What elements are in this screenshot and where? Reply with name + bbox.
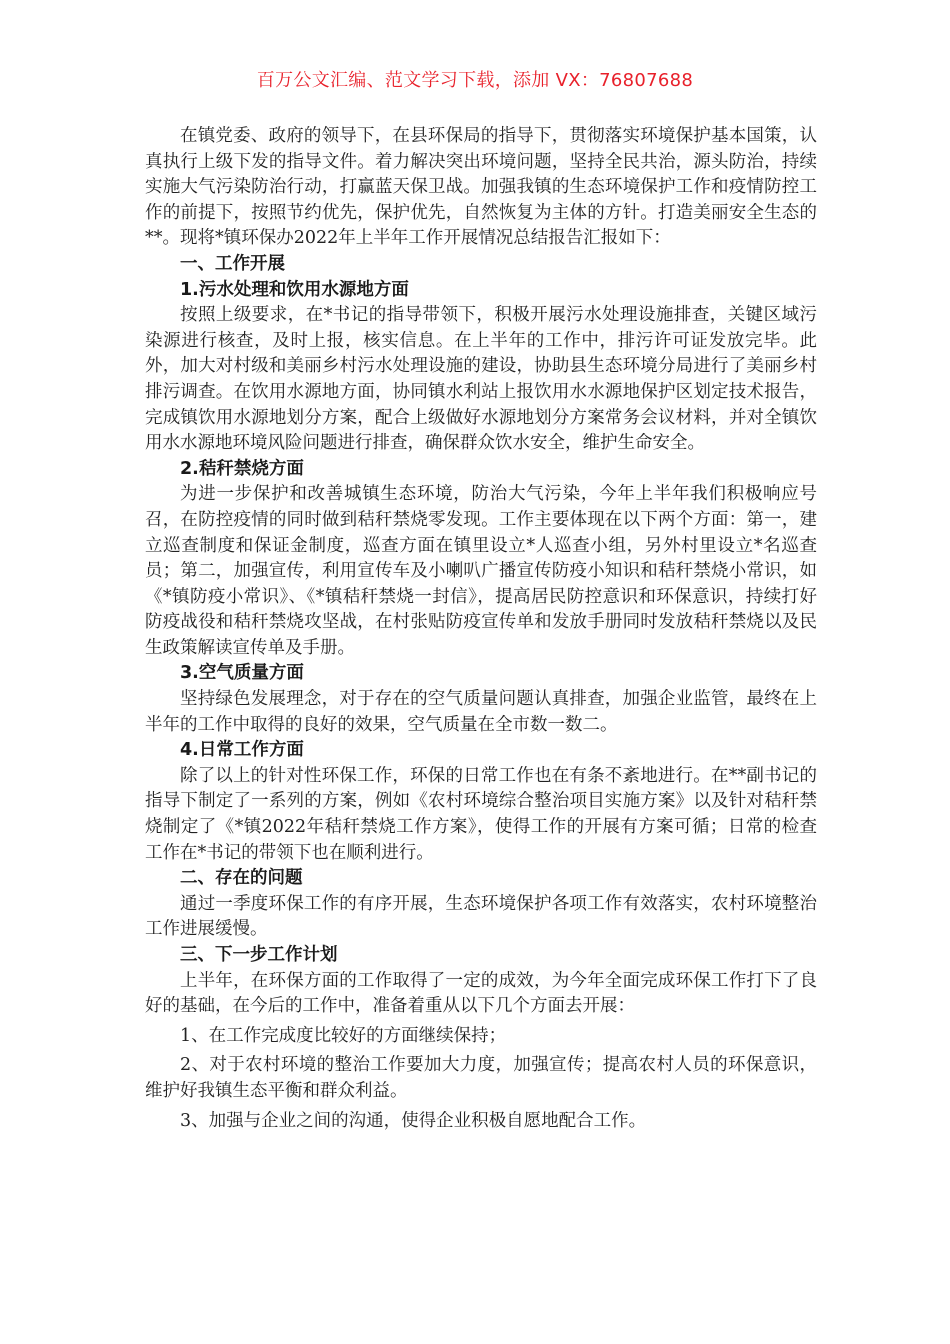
paragraph-daily-work: 除了以上的针对性环保工作，环保的日常工作也在有条不紊地进行。在**副书记的指导下制定了一系列的方案，例如《农村环境综合整治项目实施方案》以及针对秸秆禁烧制定了《*镇2022年秸秆禁烧工作方案》，使得工作的开展有方案可循；日常的检查工作在*书记的带领下也在顺利进行。 xyxy=(145,765,817,863)
subheading-straw-burning: 2.秸秆禁烧方面 xyxy=(180,458,304,479)
paragraph-next-steps: 上半年，在环保方面的工作取得了一定的成效，为今年全面完成环保工作打下了良好的基础，在今后的工作中，准备着重从以下几个方面去开展： xyxy=(145,970,817,1017)
paragraph-problems: 通过一季度环保工作的有序开展，生态环境保护各项工作有效落实，农村环境整治工作进展缓慢。 xyxy=(145,893,817,940)
section-heading-next-steps: 三、下一步工作计划 xyxy=(180,945,338,965)
subheading-daily-work: 4.日常工作方面 xyxy=(180,740,304,761)
intro-paragraph: 在镇党委、政府的领导下，在县环保局的指导下，贯彻落实环境保护基本国策，认真执行上级下发的指导文件。着力解决突出环境问题，坚持全民共治，源头防治，持续实施大气污染防治行动，打赢蓝天保卫战。加强我镇的生态环境保护工作和疫情防控工作的前提下，按照节约优先，保护优先，自然恢复为主体的方针。打造美丽安全生态的**。现将*镇环保办2022年上半年工作开展情况总结报告汇报如下： xyxy=(145,126,817,249)
promo-banner: 百万公文汇编、范文学习下载，添加 VX：76807688 xyxy=(256,70,694,91)
plan-item-1: 1、在工作完成度比较好的方面继续保持； xyxy=(180,1025,507,1046)
paragraph-air-quality: 坚持绿色发展理念，对于存在的空气质量问题认真排查，加强企业监管，最终在上半年的工作中取得的良好的效果，空气质量在全市数一数二。 xyxy=(145,689,817,735)
plan-item-3: 3、加强与企业之间的沟通，使得企业积极自愿地配合工作。 xyxy=(180,1110,647,1131)
subheading-sewage-water: 1.污水处理和饮用水源地方面 xyxy=(180,279,409,300)
section-heading-work: 一、工作开展 xyxy=(180,253,285,274)
section-heading-problems: 二、存在的问题 xyxy=(180,868,303,889)
paragraph-straw-burning: 为进一步保护和改善城镇生态环境，防治大气污染，今年上半年我们积极响应号召，在防控疫情的同时做到秸秆禁烧零发现。工作主要体现在以下两个方面：第一，建立巡查制度和保证金制度，巡查方面在镇里设立*人巡查小组，另外村里设立*名巡查员；第二，加强宣传，利用宣传车及小喇叭广播宣传防疫小知识和秸秆禁烧小常识，如《*镇防疫小常识》、《*镇秸秆禁烧一封信》，提高居民防控意识和环保意识，持续打好防疫战役和秸秆禁烧攻坚战，在村张贴防疫宣传单和发放手册同时发放秸秆禁烧以及民生政策解读宣传单及手册。 xyxy=(145,484,817,658)
subheading-air-quality: 3.空气质量方面 xyxy=(180,663,304,684)
plan-item-2: 2、对于农村环境的整治工作要加大力度，加强宣传；提高农村人员的环保意识，维护好我镇生态平衡和群众利益。 xyxy=(145,1055,817,1101)
paragraph-sewage-water: 按照上级要求，在*书记的指导带领下，积极开展污水处理设施排查，关键区域污染源进行核查，及时上报，核实信息。在上半年的工作中，排污许可证发放完毕。此外，加大对村级和美丽乡村污水处理设施的建设，协助县生态环境分局进行了美丽乡村排污调查。在饮用水源地方面，协同镇水利站上报饮用水水源地保护区划定技术报告，完成镇饮用水源地划分方案，配合上级做好水源地划分方案常务会议材料，并对全镇饮用水水源地环境风险问题进行排查，确保群众饮水安全，维护生命安全。 xyxy=(145,305,817,454)
document-body xyxy=(145,124,817,1134)
